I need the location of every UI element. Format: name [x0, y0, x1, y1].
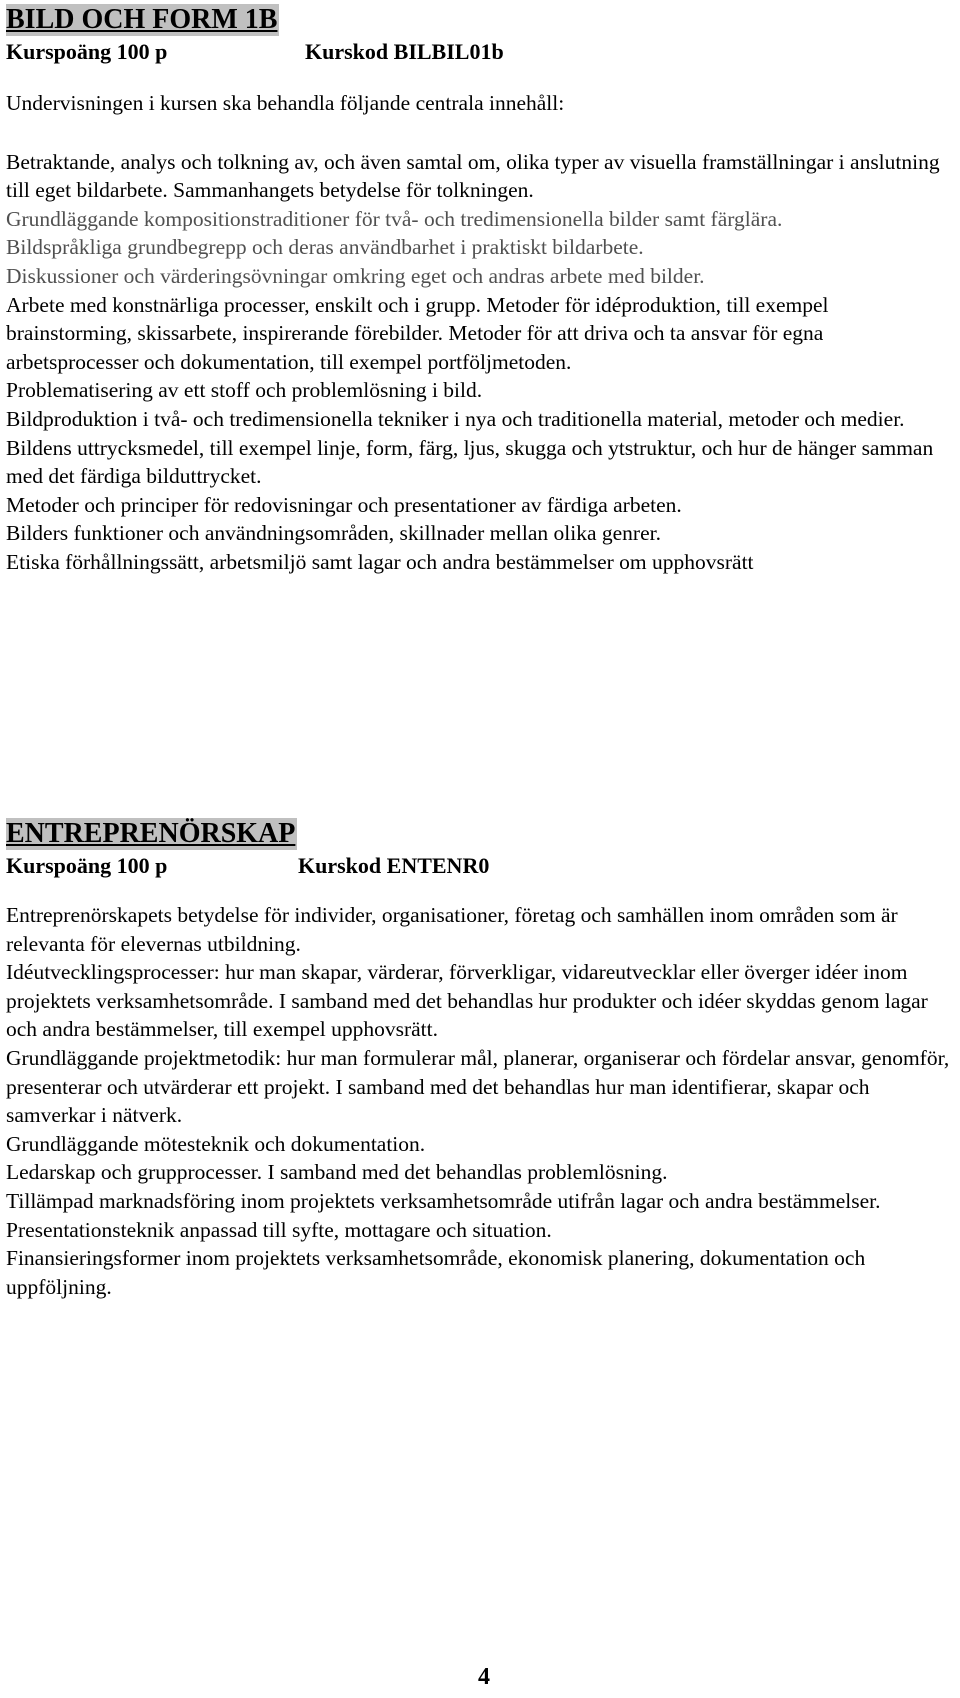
content-paragraph: Idéutvecklingsprocesser: hur man skapar, värderar, förverkligar, vidareutvecklar eller överger idéer inom projektets verksamhetsområde. I samband med det behandlas hur produkter och idéer skyddas genom lagar och andra bestämmelser, till exempel upphovsrätt. — [6, 960, 928, 1042]
content-paragraph: Bilders funktioner och användningsområden, skillnader mellan olika genrer. — [6, 521, 661, 546]
content-paragraph: Etiska förhållningssätt, arbetsmiljö samt lagar och andra bestämmelser om upphovsrätt — [6, 549, 754, 574]
course-meta — [6, 851, 954, 881]
section-entreprenorskap — [6, 818, 954, 1301]
section-title: BILD OCH FORM 1B — [6, 4, 278, 35]
content-paragraph: Betraktande, analys och tolkning av, och även samtal om, olika typer av visuella framställningar i anslutning till eget bildarbete. Sammanhangets betydelse för tolkningen. — [6, 149, 940, 203]
content-paragraph: Ledarskap och grupprocesser. I samband med det behandlas problemlösning. — [6, 1160, 668, 1185]
content-paragraph: Grundläggande projektmetodik: hur man formulerar mål, planerar, organiserar och fördelar ansvar, genomför, presenterar och utvärderar ett projekt. I samband med det behandlas hur man identifierar, skapar och samverkar i nätverk. — [6, 1045, 950, 1128]
content-paragraph: Presentationsteknik anpassad till syfte, mottagare och situation. — [6, 1217, 552, 1242]
course-code: Kurskod ENTENR0 — [298, 853, 490, 878]
section-content — [6, 148, 954, 577]
content-paragraph: Problematisering av ett stoff och problemlösning i bild. — [6, 378, 483, 403]
content-paragraph: Diskussioner och värderingsövningar omkring eget och andras arbete med bilder. — [6, 263, 705, 288]
page-number: 4 — [478, 1664, 490, 1690]
content-paragraph: Metoder och principer för redovisningar och presentationer av färdiga arbeten. — [6, 492, 682, 517]
section-title: ENTREPRENÖRSKAP — [6, 818, 296, 849]
course-points: Kurspoäng 100 p — [6, 39, 168, 64]
course-points: Kurspoäng 100 p — [6, 853, 168, 878]
content-paragraph: Grundläggande mötesteknik och dokumentation. — [6, 1131, 426, 1156]
content-paragraph: Bildproduktion i två- och tredimensionella tekniker i nya och traditionella material, metoder och medier. Bildens uttrycksmedel, till exempel linje, form, färg, ljus, skugga och ytstruktur, och hur de hänger samman med det färdiga bilduttrycket. — [6, 406, 934, 489]
section-bild-och-form — [6, 4, 954, 577]
section-intro: Undervisningen i kursen ska behandla följande centrala innehåll: — [6, 91, 565, 115]
content-paragraph: Tillämpad marknadsföring inom projektets verksamhetsområde utifrån lagar och andra bestämmelser. — [6, 1188, 881, 1213]
content-paragraph: Finansieringsformer inom projektets verksamhetsområde, ekonomisk planering, dokumentation och uppföljning. — [6, 1246, 866, 1299]
section-content — [6, 901, 954, 1301]
content-paragraph: Bildspråkliga grundbegrepp och deras användbarhet i praktiskt bildarbete. — [6, 235, 644, 260]
content-paragraph: Grundläggande kompositionstraditioner för två- och tredimensionella bilder samt färglära. — [6, 206, 783, 231]
course-meta — [6, 37, 954, 67]
course-code: Kurskod BILBIL01b — [305, 39, 504, 64]
content-paragraph: Arbete med konstnärliga processer, enskilt och i grupp. Metoder för idéproduktion, till exempel brainstorming, skissarbete, inspirerande förebilder. Metoder för att driva och ta ansvar för egna arbetsprocesser och dokumentation, till exempel portföljmetoden. — [6, 292, 829, 374]
content-paragraph: Entreprenörskapets betydelse för individer, organisationer, företag och samhällen inom områden som är relevanta för elevernas utbildning. — [6, 903, 898, 956]
